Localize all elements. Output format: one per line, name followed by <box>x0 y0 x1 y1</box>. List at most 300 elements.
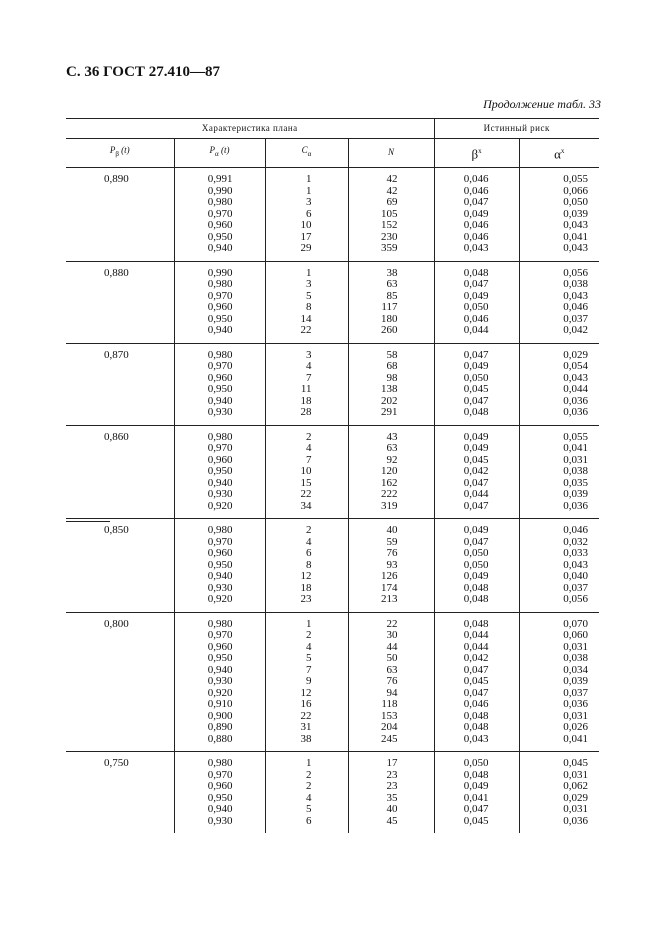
alpha-value: 0,056 <box>563 266 589 279</box>
c-value: 3 <box>306 278 312 290</box>
alpha-value: 0,037 <box>563 312 589 325</box>
pb-value: 0,860 <box>66 425 174 519</box>
beta-value: 0,043 <box>463 732 489 745</box>
beta-value: 0,046 <box>463 230 489 243</box>
c-value: 23 <box>300 593 312 605</box>
beta-value: 0,045 <box>463 814 489 827</box>
n-value: 50 <box>386 652 398 664</box>
alpha-value: 0,037 <box>563 581 589 594</box>
alpha-value: 0,029 <box>563 791 589 804</box>
pa-value: 0,940 <box>207 394 233 407</box>
pa-value: 0,910 <box>207 698 233 710</box>
alpha-value: 0,043 <box>563 219 589 231</box>
c-value-cell <box>265 752 348 834</box>
n-value: 69 <box>386 196 398 208</box>
beta-value: 0,047 <box>463 196 489 208</box>
pb-value: 0,850 <box>66 519 174 613</box>
alpha-value: 0,066 <box>563 184 589 197</box>
pa-value: 0,970 <box>207 360 233 372</box>
c-value: 1 <box>306 617 312 630</box>
alpha-value: 0,043 <box>563 371 589 384</box>
n-value: 58 <box>386 348 398 361</box>
pb-value: 0,800 <box>66 612 174 752</box>
beta-value: 0,049 <box>463 207 489 220</box>
beta-value: 0,048 <box>463 721 489 733</box>
beta-value: 0,049 <box>463 524 489 536</box>
pa-value: 0,980 <box>207 196 233 208</box>
table-row <box>66 519 599 613</box>
alpha-value: 0,046 <box>563 524 589 536</box>
beta-value-cell <box>434 425 519 519</box>
beta-value: 0,048 <box>463 709 489 722</box>
pa-value: 0,890 <box>207 721 233 733</box>
col-n-header: N <box>348 139 434 168</box>
c-value: 4 <box>306 640 312 653</box>
pa-value: 0,950 <box>207 465 233 477</box>
c-value: 10 <box>300 465 312 477</box>
alpha-value: 0,034 <box>563 663 589 676</box>
beta-value: 0,050 <box>463 558 489 571</box>
alpha-value: 0,036 <box>563 814 589 827</box>
c-value: 4 <box>306 791 312 804</box>
n-value: 245 <box>381 732 398 745</box>
n-value: 118 <box>381 698 398 710</box>
c-value: 1 <box>306 173 312 185</box>
c-value: 6 <box>306 814 312 827</box>
pa-value: 0,980 <box>207 617 233 630</box>
pa-value: 0,930 <box>207 406 233 418</box>
alpha-value: 0,041 <box>563 442 589 454</box>
c-value: 34 <box>300 499 312 512</box>
n-value: 76 <box>386 547 398 559</box>
c-value: 17 <box>300 230 312 243</box>
beta-value: 0,048 <box>463 406 489 418</box>
n-value: 45 <box>386 814 398 827</box>
n-value: 162 <box>381 476 398 489</box>
alpha-value: 0,070 <box>563 617 589 630</box>
n-value: 23 <box>386 768 398 781</box>
c-value: 5 <box>306 652 312 664</box>
pa-value: 0,880 <box>207 732 233 745</box>
alpha-value: 0,032 <box>563 535 589 548</box>
c-value: 18 <box>300 581 312 594</box>
n-value: 40 <box>386 524 398 536</box>
data-table <box>66 118 599 833</box>
beta-value-cell <box>434 261 519 343</box>
pa-value: 0,950 <box>207 652 233 664</box>
c-value: 14 <box>300 312 312 325</box>
beta-value: 0,044 <box>463 629 489 641</box>
pa-value: 0,940 <box>207 663 233 676</box>
beta-value: 0,050 <box>463 301 489 313</box>
c-value: 4 <box>306 442 312 454</box>
beta-value: 0,050 <box>463 371 489 384</box>
true-risk-header: Истинный риск <box>434 119 599 139</box>
beta-value-cell <box>434 612 519 752</box>
table-body <box>66 168 599 834</box>
beta-value: 0,045 <box>463 453 489 466</box>
c-value: 2 <box>306 629 312 641</box>
pa-value: 0,970 <box>207 442 233 454</box>
n-value: 138 <box>381 383 398 395</box>
c-value-cell <box>265 519 348 613</box>
n-value: 105 <box>381 207 398 220</box>
pa-value: 0,980 <box>207 430 233 443</box>
pb-value: 0,880 <box>66 261 174 343</box>
n-value: 22 <box>386 617 398 630</box>
pa-value: 0,970 <box>207 629 233 641</box>
n-value-cell <box>348 261 434 343</box>
c-value: 7 <box>306 663 312 676</box>
c-value: 3 <box>306 348 312 361</box>
pa-value: 0,980 <box>207 757 233 769</box>
pa-value: 0,930 <box>207 488 233 500</box>
plan-characteristics-header: Характеристика плана <box>66 119 434 139</box>
beta-value: 0,044 <box>463 324 489 336</box>
alpha-value: 0,036 <box>563 698 589 710</box>
pa-value: 0,960 <box>207 219 233 231</box>
pa-value: 0,950 <box>207 230 233 243</box>
c-value: 9 <box>306 675 312 687</box>
beta-value: 0,049 <box>463 442 489 454</box>
beta-value: 0,048 <box>463 266 489 279</box>
c-value: 2 <box>306 780 312 792</box>
n-value-cell <box>348 519 434 613</box>
col-alpha-header: $\alpha^x$ <box>519 139 599 168</box>
alpha-value: 0,036 <box>563 406 589 418</box>
c-value: 6 <box>306 207 312 220</box>
beta-value: 0,050 <box>463 547 489 559</box>
alpha-value: 0,031 <box>563 453 589 466</box>
alpha-value: 0,038 <box>563 465 589 477</box>
table-row <box>66 261 599 343</box>
beta-value-cell <box>434 752 519 834</box>
c-value: 38 <box>300 732 312 745</box>
alpha-value: 0,041 <box>563 230 589 243</box>
beta-value: 0,046 <box>463 173 489 185</box>
n-value: 94 <box>386 686 398 699</box>
beta-value-cell <box>434 168 519 262</box>
c-value-cell <box>265 261 348 343</box>
c-value: 1 <box>306 184 312 197</box>
alpha-value: 0,038 <box>563 652 589 664</box>
c-value-cell <box>265 425 348 519</box>
pa-value: 0,950 <box>207 383 233 395</box>
col-pa-header: $P_\alpha$ (t) <box>174 139 265 168</box>
alpha-value: 0,062 <box>563 780 589 792</box>
alpha-value-cell <box>519 519 599 613</box>
pb-value: 0,750 <box>66 752 174 834</box>
pa-value: 0,900 <box>207 709 233 722</box>
n-value: 42 <box>386 173 398 185</box>
alpha-value: 0,056 <box>563 593 589 605</box>
pa-value-cell <box>174 343 265 425</box>
n-value: 30 <box>386 629 398 641</box>
alpha-value: 0,043 <box>563 289 589 302</box>
pb-value: 0,890 <box>66 168 174 262</box>
c-value: 28 <box>300 406 312 418</box>
c-value: 4 <box>306 360 312 372</box>
n-value: 222 <box>381 488 398 500</box>
pa-value: 0,940 <box>207 476 233 489</box>
pa-value: 0,991 <box>207 173 233 185</box>
table-row <box>66 343 599 425</box>
c-value: 7 <box>306 371 312 384</box>
col-c-header: $C_\alpha$ <box>265 139 348 168</box>
beta-value: 0,045 <box>463 383 489 395</box>
n-value: 23 <box>386 780 398 792</box>
c-value: 2 <box>306 524 312 536</box>
pa-value: 0,970 <box>207 535 233 548</box>
pa-value: 0,960 <box>207 371 233 384</box>
c-value: 6 <box>306 547 312 559</box>
c-value: 29 <box>300 242 312 254</box>
n-value: 93 <box>386 558 398 571</box>
alpha-value: 0,040 <box>563 570 589 582</box>
stray-rule-mark <box>66 521 110 522</box>
n-value: 76 <box>386 675 398 687</box>
beta-value: 0,047 <box>463 476 489 489</box>
pa-value-cell <box>174 519 265 613</box>
n-value-cell <box>348 343 434 425</box>
n-value: 174 <box>381 581 398 594</box>
n-value: 35 <box>386 791 398 804</box>
n-value: 120 <box>381 465 398 477</box>
beta-value: 0,048 <box>463 593 489 605</box>
alpha-value: 0,054 <box>563 360 589 372</box>
pa-value: 0,920 <box>207 593 233 605</box>
n-value-cell <box>348 752 434 834</box>
beta-value: 0,047 <box>463 686 489 699</box>
alpha-value: 0,039 <box>563 207 589 220</box>
alpha-value-cell <box>519 612 599 752</box>
col-beta-header: $\beta^x$ <box>434 139 519 168</box>
n-value-cell <box>348 168 434 262</box>
c-value: 5 <box>306 803 312 815</box>
n-value: 319 <box>381 499 398 512</box>
alpha-value: 0,043 <box>563 558 589 571</box>
n-value: 153 <box>381 709 398 722</box>
alpha-value-cell <box>519 261 599 343</box>
alpha-value: 0,031 <box>563 803 589 815</box>
pa-value: 0,920 <box>207 686 233 699</box>
c-value-cell <box>265 168 348 262</box>
alpha-value: 0,031 <box>563 709 589 722</box>
alpha-value: 0,043 <box>563 242 589 254</box>
n-value: 291 <box>381 406 398 418</box>
pa-value: 0,960 <box>207 640 233 653</box>
pa-value: 0,980 <box>207 348 233 361</box>
c-value: 11 <box>300 383 312 395</box>
n-value: 152 <box>381 219 398 231</box>
pa-value: 0,940 <box>207 570 233 582</box>
alpha-value-cell <box>519 425 599 519</box>
beta-value: 0,047 <box>463 535 489 548</box>
alpha-value: 0,036 <box>563 394 589 407</box>
pa-value: 0,990 <box>207 184 233 197</box>
beta-value: 0,046 <box>463 184 489 197</box>
alpha-value-cell <box>519 752 599 834</box>
c-value: 5 <box>306 289 312 302</box>
beta-value: 0,041 <box>463 791 489 804</box>
alpha-value: 0,031 <box>563 640 589 653</box>
beta-value: 0,048 <box>463 768 489 781</box>
alpha-value-cell <box>519 168 599 262</box>
alpha-value: 0,050 <box>563 196 589 208</box>
c-value: 22 <box>300 488 312 500</box>
n-value: 230 <box>381 230 398 243</box>
table-row <box>66 612 599 752</box>
c-value: 8 <box>306 301 312 313</box>
alpha-value: 0,045 <box>563 757 589 769</box>
pa-value: 0,930 <box>207 581 233 594</box>
c-value: 3 <box>306 196 312 208</box>
c-value: 8 <box>306 558 312 571</box>
beta-value: 0,048 <box>463 617 489 630</box>
c-value: 7 <box>306 453 312 466</box>
pa-value: 0,930 <box>207 814 233 827</box>
c-value: 16 <box>300 698 312 710</box>
alpha-value: 0,031 <box>563 768 589 781</box>
c-value: 22 <box>300 709 312 722</box>
c-value-cell <box>265 612 348 752</box>
beta-value: 0,049 <box>463 780 489 792</box>
c-value: 4 <box>306 535 312 548</box>
pa-value: 0,960 <box>207 780 233 792</box>
pa-value: 0,960 <box>207 301 233 313</box>
alpha-value: 0,055 <box>563 430 589 443</box>
alpha-value: 0,044 <box>563 383 589 395</box>
n-value: 202 <box>381 394 398 407</box>
alpha-value: 0,026 <box>563 721 589 733</box>
n-value: 43 <box>386 430 398 443</box>
beta-value: 0,047 <box>463 394 489 407</box>
n-value: 126 <box>381 570 398 582</box>
n-value: 42 <box>386 184 398 197</box>
page-header: С. 36 ГОСТ 27.410—87 <box>66 64 220 80</box>
pa-value-cell <box>174 261 265 343</box>
n-value: 213 <box>381 593 398 605</box>
beta-value: 0,042 <box>463 465 489 477</box>
beta-value: 0,046 <box>463 698 489 710</box>
alpha-value: 0,036 <box>563 499 589 512</box>
n-value: 63 <box>386 442 398 454</box>
pa-value: 0,950 <box>207 558 233 571</box>
n-value-cell <box>348 612 434 752</box>
beta-value: 0,048 <box>463 581 489 594</box>
pa-value-cell <box>174 168 265 262</box>
c-value-cell <box>265 343 348 425</box>
pa-value: 0,930 <box>207 675 233 687</box>
n-value: 44 <box>386 640 398 653</box>
n-value: 260 <box>381 324 398 336</box>
beta-value: 0,046 <box>463 219 489 231</box>
beta-value: 0,044 <box>463 488 489 500</box>
pa-value: 0,980 <box>207 278 233 290</box>
n-value: 68 <box>386 360 398 372</box>
pa-value: 0,920 <box>207 499 233 512</box>
n-value: 17 <box>386 757 398 769</box>
pa-value: 0,940 <box>207 803 233 815</box>
c-value: 2 <box>306 430 312 443</box>
pa-value: 0,970 <box>207 289 233 302</box>
table-caption: Продолжение табл. 33 <box>483 97 601 111</box>
n-value: 63 <box>386 663 398 676</box>
table-row <box>66 168 599 262</box>
beta-value: 0,049 <box>463 360 489 372</box>
beta-value-cell <box>434 343 519 425</box>
n-value: 98 <box>386 371 398 384</box>
pa-value-cell <box>174 752 265 834</box>
alpha-value-cell <box>519 343 599 425</box>
c-value: 22 <box>300 324 312 336</box>
pa-value: 0,980 <box>207 524 233 536</box>
beta-value-cell <box>434 519 519 613</box>
n-value: 204 <box>381 721 398 733</box>
pa-value: 0,960 <box>207 453 233 466</box>
beta-value: 0,042 <box>463 652 489 664</box>
beta-value: 0,047 <box>463 348 489 361</box>
table-row <box>66 752 599 834</box>
pa-value: 0,990 <box>207 266 233 279</box>
n-value: 40 <box>386 803 398 815</box>
alpha-value: 0,035 <box>563 476 589 489</box>
alpha-value: 0,042 <box>563 324 589 336</box>
alpha-value: 0,039 <box>563 675 589 687</box>
alpha-value: 0,038 <box>563 278 589 290</box>
c-value: 1 <box>306 757 312 769</box>
c-value: 18 <box>300 394 312 407</box>
pa-value-cell <box>174 612 265 752</box>
alpha-value: 0,060 <box>563 629 589 641</box>
beta-value: 0,049 <box>463 289 489 302</box>
pa-value: 0,950 <box>207 791 233 804</box>
beta-value: 0,045 <box>463 675 489 687</box>
n-value: 117 <box>381 301 398 313</box>
beta-value: 0,046 <box>463 312 489 325</box>
alpha-value: 0,041 <box>563 732 589 745</box>
beta-value: 0,047 <box>463 663 489 676</box>
beta-value: 0,043 <box>463 242 489 254</box>
col-pb-header: $P_\beta$ (t) <box>66 139 174 168</box>
n-value: 85 <box>386 289 398 302</box>
pa-value: 0,950 <box>207 312 233 325</box>
c-value: 2 <box>306 768 312 781</box>
n-value-cell <box>348 425 434 519</box>
n-value: 180 <box>381 312 398 325</box>
c-value: 15 <box>300 476 312 489</box>
alpha-value: 0,029 <box>563 348 589 361</box>
alpha-value: 0,055 <box>563 173 589 185</box>
c-value: 10 <box>300 219 312 231</box>
c-value: 1 <box>306 266 312 279</box>
pa-value: 0,970 <box>207 207 233 220</box>
beta-value: 0,044 <box>463 640 489 653</box>
alpha-value: 0,037 <box>563 686 589 699</box>
alpha-value: 0,046 <box>563 301 589 313</box>
pa-value: 0,970 <box>207 768 233 781</box>
c-value: 12 <box>300 686 312 699</box>
table-row <box>66 425 599 519</box>
c-value: 31 <box>300 721 312 733</box>
alpha-value: 0,033 <box>563 547 589 559</box>
pa-value-cell <box>174 425 265 519</box>
c-value: 12 <box>300 570 312 582</box>
beta-value: 0,047 <box>463 278 489 290</box>
n-value: 59 <box>386 535 398 548</box>
beta-value: 0,050 <box>463 757 489 769</box>
beta-value: 0,049 <box>463 570 489 582</box>
